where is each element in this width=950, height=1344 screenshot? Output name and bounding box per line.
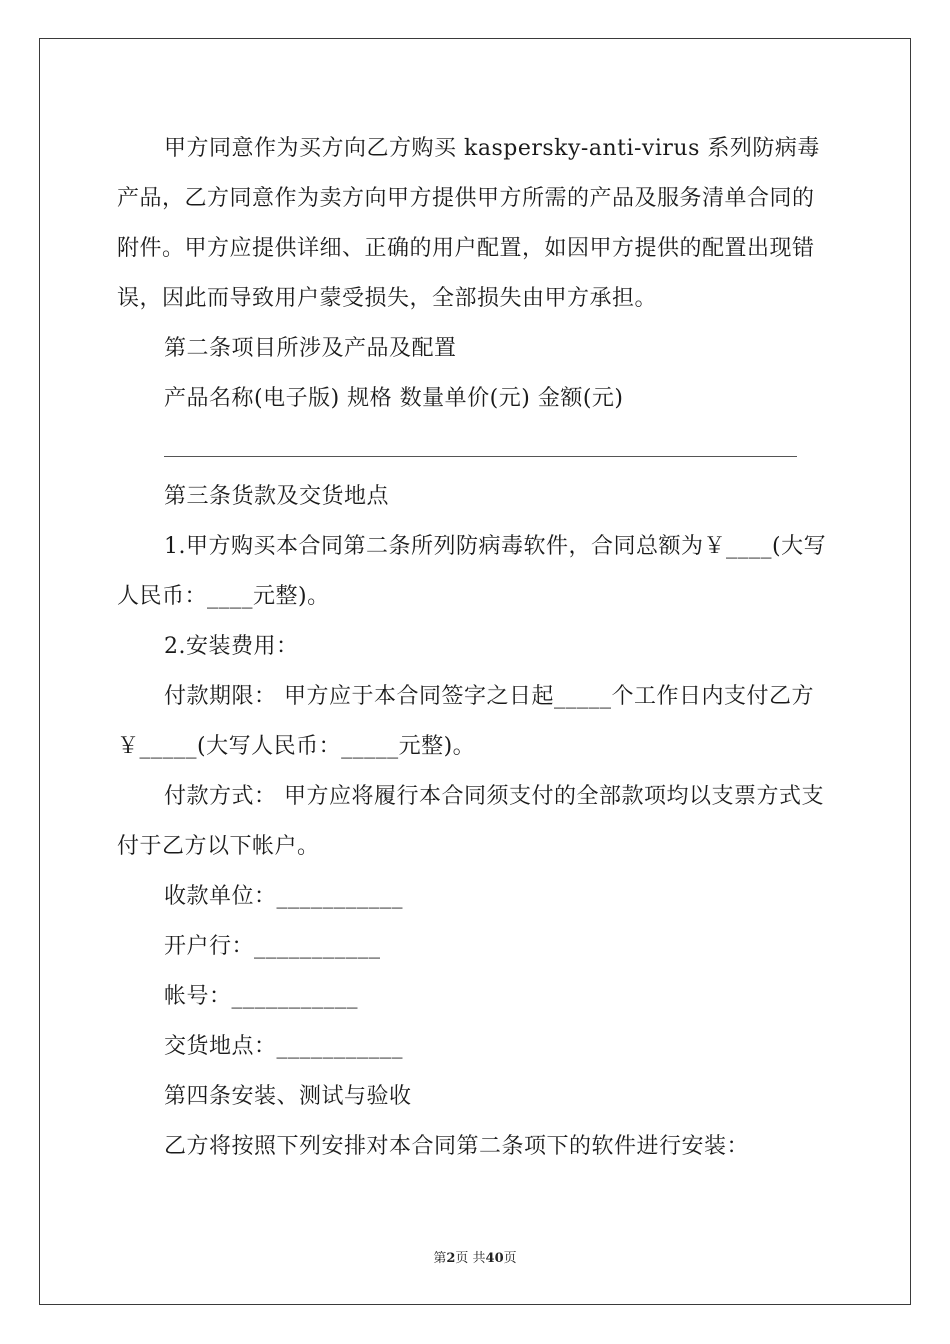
footer-page-number: 2 [446, 1251, 456, 1266]
clause-payment-method: 付款方式： 甲方应将履行本合同须支付的全部款项均以支票方式支付于乙方以下帐户。 [117, 784, 824, 859]
footer-mid: 页 共 [455, 1251, 486, 1266]
field-bank: 开户行：___________ [164, 934, 381, 959]
product-table-header: 产品名称(电子版) 规格 数量单价(元) 金额(元) [164, 386, 624, 411]
clause-installation-fee: 2.安装费用： [164, 634, 299, 659]
contract-section-1 [117, 124, 835, 424]
clause-total-amount: 1.甲方购买本合同第二条所列防病毒软件，合同总额为￥____(大写人民币：____元整)。 [117, 534, 827, 609]
field-account: 帐号：___________ [164, 984, 359, 1009]
article-3-heading: 第三条货款及交货地点 [164, 484, 390, 509]
clause-payment-term: 付款期限： 甲方应于本合同签字之日起_____个工作日内支付乙方￥_____(大写人民币：_____元整)。 [117, 684, 814, 759]
article-4-heading: 第四条安装、测试与验收 [164, 1084, 412, 1109]
page-footer [0, 1247, 950, 1266]
field-delivery-place: 交货地点：___________ [164, 1034, 404, 1059]
table-rule [164, 456, 797, 457]
footer-suffix: 页 [503, 1251, 517, 1266]
contract-section-2 [117, 472, 835, 1172]
field-payee: 收款单位：___________ [164, 884, 404, 909]
paragraph-installation: 乙方将按照下列安排对本合同第二条项下的软件进行安装： [164, 1134, 750, 1159]
footer-prefix: 第 [433, 1251, 447, 1266]
footer-total-pages: 40 [485, 1251, 504, 1266]
article-2-heading: 第二条项目所涉及产品及配置 [164, 336, 457, 361]
paragraph-purchase-agreement: 甲方同意作为买方向乙方购买 kaspersky-anti-virus 系列防病毒产品，乙方同意作为卖方向甲方提供甲方所需的产品及服务清单合同的附件。甲方应提供详细、正确的用户配置，如因甲方提供的配置出现错误，因此而导致用户蒙受损失，全部损失由甲方承担。 [117, 136, 820, 311]
